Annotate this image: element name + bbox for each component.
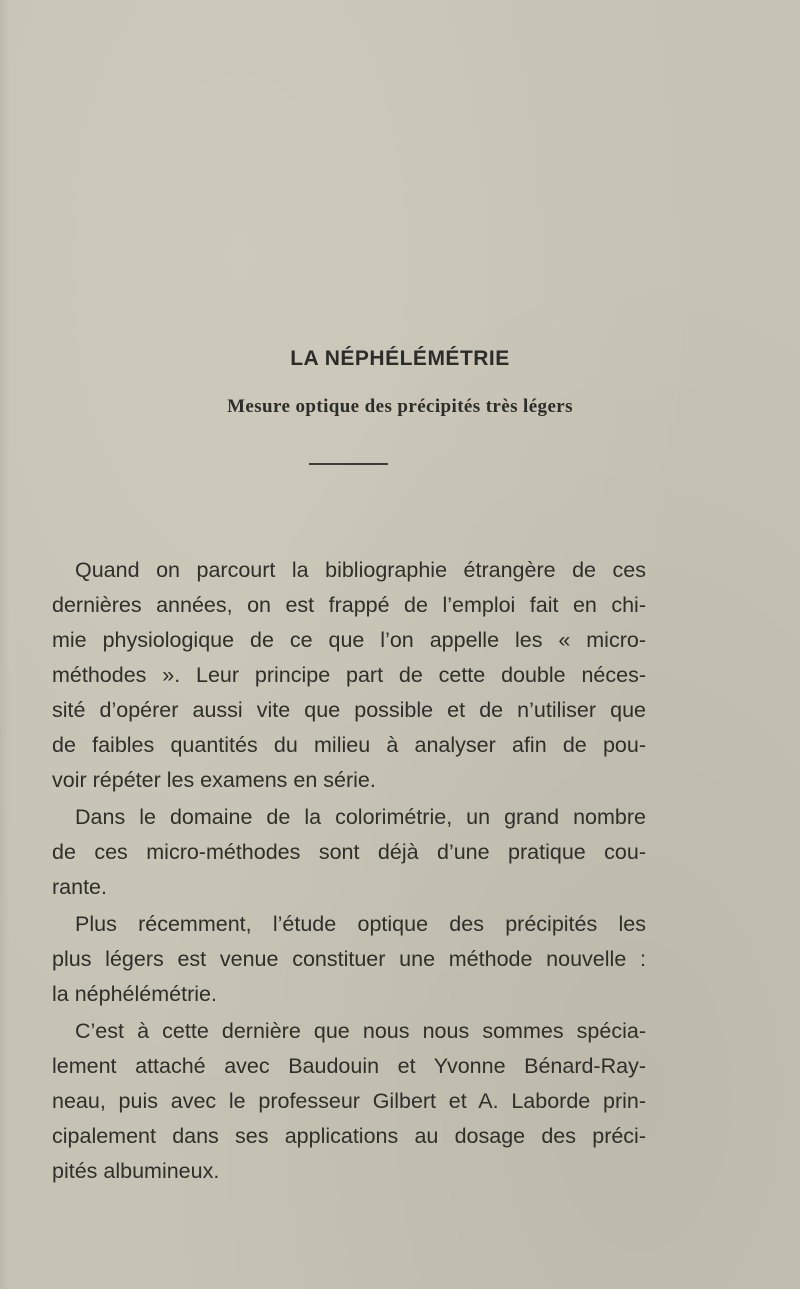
page-edge-shadow [0, 0, 10, 1289]
text-line: dernières années, on est frappé de l’emploi fait en chi- [52, 593, 646, 617]
title-divider [309, 463, 388, 465]
text-line: Dans le domaine de la colorimétrie, un grand nombre [75, 805, 646, 829]
text-line: lement attaché avec Baudouin et Yvonne Bénard-Ray- [52, 1054, 646, 1078]
text-line: voir répéter les examens en série. [52, 768, 376, 792]
text-line: de ces micro-méthodes sont déjà d’une pratique cou- [52, 840, 646, 864]
page-subtitle: Mesure optique des précipités très légers [227, 396, 573, 417]
text-line: pités albumineux. [52, 1159, 220, 1183]
page-title: LA NÉPHÉLÉMÉTRIE [290, 347, 510, 370]
text-line: mie physiologique de ce que l’on appelle les « micro- [52, 628, 646, 652]
body-text [52, 553, 646, 1191]
text-line: de faibles quantités du milieu à analyser afin de pou- [52, 733, 646, 757]
paragraph-2 [52, 800, 646, 905]
text-line: plus légers est venue constituer une méthode nouvelle : [52, 947, 646, 971]
text-line: C’est à cette dernière que nous nous sommes spécia- [75, 1019, 646, 1043]
text-line: rante. [52, 875, 107, 899]
text-line: méthodes ». Leur principe part de cette double néces- [52, 663, 646, 687]
paragraph-4 [52, 1014, 646, 1189]
text-line: Plus récemment, l’étude optique des précipités les [75, 912, 646, 936]
text-line: la néphélémétrie. [52, 982, 217, 1006]
paragraph-3 [52, 907, 646, 1012]
text-line: Quand on parcourt la bibliographie étrangère de ces [75, 558, 646, 582]
text-line: neau, puis avec le professeur Gilbert et A. Laborde prin- [52, 1089, 646, 1113]
text-line: cipalement dans ses applications au dosage des préci- [52, 1124, 646, 1148]
text-line: sité d’opérer aussi vite que possible et de n’utiliser que [52, 698, 646, 722]
paragraph-1 [52, 553, 646, 798]
